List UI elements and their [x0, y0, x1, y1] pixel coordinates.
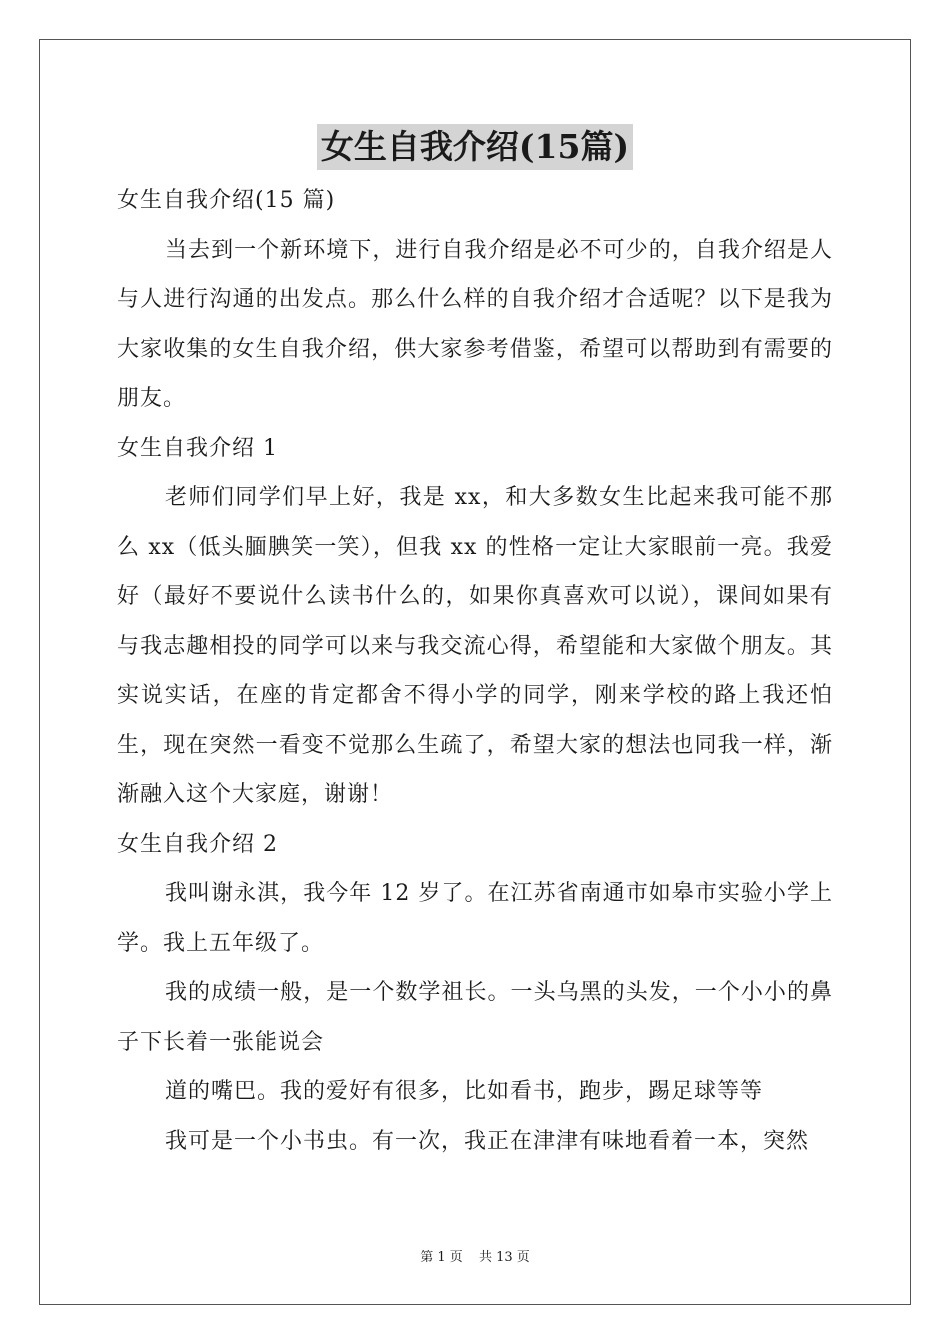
paragraph: 我叫谢永淇，我今年 12 岁了。在江苏省南通市如皋市实验小学上学。我上五年级了。: [117, 881, 833, 956]
section-heading: 女生自我介绍 1: [117, 435, 278, 461]
paragraph: 女生自我介绍(15 篇): [117, 188, 336, 213]
document-title: 女生自我介绍(15篇): [317, 124, 633, 170]
paragraph: 老师们同学们早上好，我是 xx，和大多数女生比起来我可能不那么 xx（低头腼腆笑一笑），但我 xx 的性格一定让大家眼前一亮。我爱好（最好不要说什么读书什么的，如果你真喜欢可以说），课间如果有与我志趣相投的同学可以来与我交流心得，希望能和大家做个朋友。其实说实话，在座的肯定都舍不得小学的同学，刚来学校的路上我还怕生，现在突然一看变不觉那么生疏了，希望大家的想法也同我一样，渐渐融入这个大家庭，谢谢！: [117, 485, 833, 807]
paragraph: 我可是一个小书虫。有一次，我正在津津有味地看着一本，突然: [165, 1128, 810, 1154]
title-container: [0, 124, 950, 170]
page-total: 共 13 页: [478, 1250, 530, 1265]
document-body: [117, 176, 833, 1166]
section-heading: 女生自我介绍 2: [117, 831, 278, 857]
paragraph: 道的嘴巴。我的爱好有很多，比如看书，跑步，踢足球等等: [165, 1079, 764, 1104]
paragraph: 当去到一个新环境下，进行自我介绍是必不可少的，自我介绍是人与人进行沟通的出发点。那么什么样的自我介绍才合适呢？以下是我为大家收集的女生自我介绍，供大家参考借鉴，希望可以帮助到有需要的朋友。: [117, 237, 833, 411]
page-number: 第 1 页: [420, 1250, 463, 1265]
page-footer: [0, 1246, 950, 1265]
paragraph: 我的成绩一般，是一个数学祖长。一头乌黑的头发，一个小小的鼻子下长着一张能说会: [117, 980, 833, 1055]
